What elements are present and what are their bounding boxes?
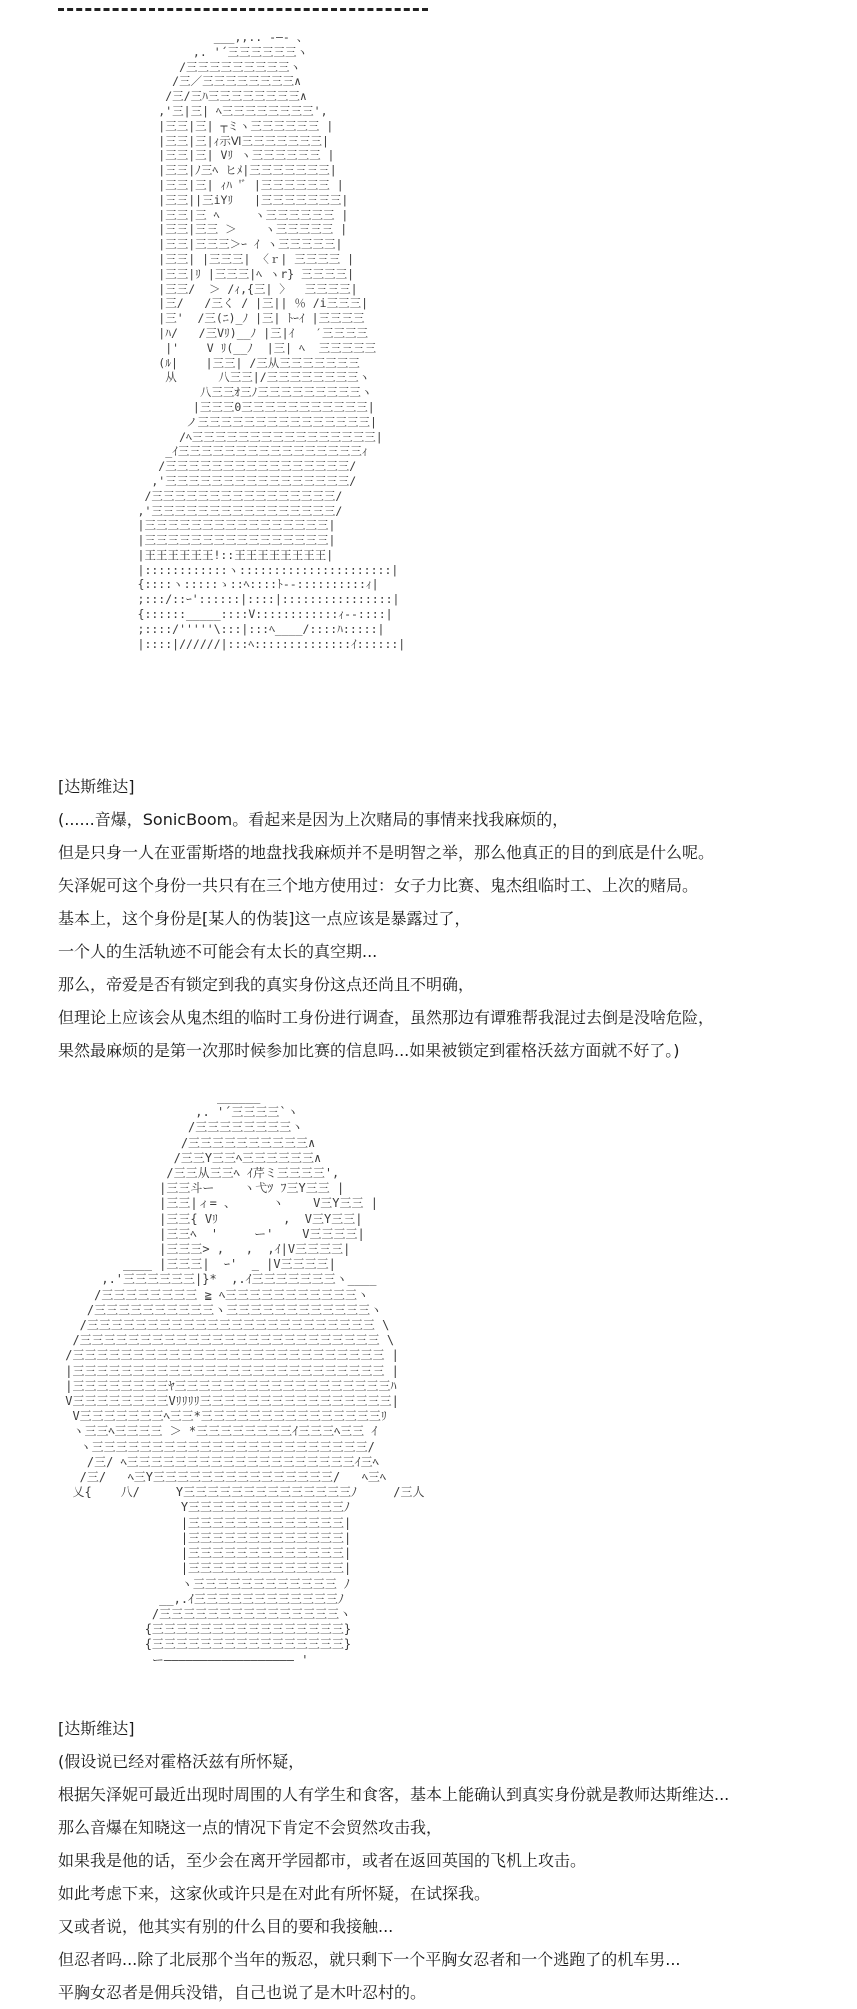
speaker-label: [达斯维达] bbox=[58, 1719, 135, 1738]
dialogue-line: 那么，帝爱是否有锁定到我的真实身份这点还尚且不明确， bbox=[58, 975, 475, 994]
ascii-art-character-2: ______ ,. '´三三三三`ヽ /三三三三三三三三ヽ /三三三三三三三三三三∧ /三三Y三三ﾍ三三三三三三∧ /三三从三三ﾍ ｲ芹ミ三三三三', |三三斗ー ヽ弋ﾂ ﾌ三Y三三 | |三三|ィ= 、 ヽ V三Y三三 | |三三{ Vﾘ , V三Y三三| |三三ﾍ ' ー' V三三三三| |三三三> , , ,ｲ|V三三三三| ____ |三三三| ｰ' _ |V三三三三| ,.'三三三三三三|}* ,.ｲ三三三三三三三ヽ____ /三三三三三三三三 ≧ ﾍ三三三三三三三三三三三ヽ /三三三三三三三三三三ヽ三三三三三三三三三三三三ヽ /三三三三三三三三三三三三三三三三三三三三三三三三 \ /三三三三三三三三三三三三三三三三三三三三三三三三三 \ /三三三三三三三三三三三三三三三三三三三三三三三三三三 | |三三三三三三三三三三三三三三三三三三三三三三三三三三 | |三三三三三三三三ﾔ三三三三三三三三三三三三三三三三三三ﾊ V三三三三三三三三Vﾘﾘﾘﾘ三三三三三三三三三三三三三三三三| V三三三三三三三ﾍ三三*三三三三三三三三三三三三三三三ﾘ ヽ三三ﾍ三三三三 ＞ *三三三三三三三三ｲ三三三ﾍ三三 ｲ ヽ三三三三三三三三三三三三三三三三三三三三三三三/ /三/ ﾍ三三三三三三三三三三三三三三三三三三三ｲ三ﾍ /三/ ﾍ三Y三三三三三三三三三三三三三三三/ ﾍ三ﾍ 乂{ 八/ Y三三三三三三三三三三三三三三ﾉ /三人 Y三三三三三三三三三三三三三ﾉ |三三三三三三三三三三三三三| |三三三三三三三三三三三三三| |三三三三三三三三三三三三三| |三三三三三三三三三三三三三| ヽ三三三三三三三三三三三三 ﾉ __,.ｲ三三三三三三三三三三三三ﾉ /三三三三三三三三三三三三三三三ヽ {三三三三三三三三三三三三三三三三} {三三三三三三三三三三三三三三三三} ー―――――――――――――――――― ' bbox=[65, 1090, 425, 1667]
dialogue-line: 果然最麻烦的是第一次那时候参加比赛的信息吗...如果被锁定到霍格沃兹方面就不好了。) bbox=[58, 1041, 680, 1060]
dialogue-line: 基本上，这个身份是[某人的伪装]这一点应该是暴露过了， bbox=[58, 909, 471, 928]
dialogue-line: 根据矢泽妮可最近出现时周围的人有学生和食客，基本上能确认到真实身份就是教师达斯维达... bbox=[58, 1785, 730, 1804]
separator-rule bbox=[58, 8, 428, 11]
dialogue-line: 那么音爆在知晓这一点的情况下肯定不会贸然攻击我， bbox=[58, 1818, 443, 1837]
dialogue-line: 如此考虑下来，这家伙或许只是在对此有所怀疑，在试探我。 bbox=[58, 1884, 491, 1903]
dialogue-line: 但理论上应该会从鬼杰组的临时工身份进行调查，虽然那边有谭雅帮我混过去倒是没啥危险， bbox=[58, 1008, 715, 1027]
dialogue-line: 但忍者吗...除了北辰那个当年的叛忍，就只剩下一个平胸女忍者和一个逃跑了的机车男... bbox=[58, 1950, 681, 1969]
dialogue-line: (假设说已经对霍格沃兹有所怀疑， bbox=[58, 1752, 305, 1771]
dialogue-line: (......音爆，SonicBoom。看起来是因为上次赌局的事情来找我麻烦的， bbox=[58, 810, 569, 829]
dialogue-line: 一个人的生活轨迹不可能会有太长的真空期... bbox=[58, 942, 378, 961]
dialogue-line: 平胸女忍者是佣兵没错，自己也说了是木叶忍村的。 bbox=[58, 1983, 427, 2002]
dialogue-line: 如果我是他的话，至少会在离开学园都市，或者在返回英国的飞机上攻击。 bbox=[58, 1851, 587, 1870]
dialogue-block-2 bbox=[58, 1712, 848, 2009]
dialogue-line: 但是只身一人在亚雷斯塔的地盘找我麻烦并不是明智之举，那么他真正的目的到底是什么呢。 bbox=[58, 843, 715, 862]
dialogue-line: 又或者说，他其实有别的什么目的要和我接触... bbox=[58, 1917, 394, 1936]
dialogue-block-1 bbox=[58, 770, 848, 1067]
dialogue-line: 矢泽妮可这个身份一共只有在三个地方使用过：女子力比赛、鬼杰组临时工、上次的赌局。 bbox=[58, 876, 699, 895]
speaker-label: [达斯维达] bbox=[58, 777, 135, 796]
ascii-art-character-1: ___,,.. -―- 、 ,. '´三三三三三三ヽ /三三三三三三三三三ヽ /三／三三三三三三三三∧ /三/三ﾊ三三三三三三三三∧ ,'三|三| ﾍ三三三三三三三三', |三三|三| ┬ミヽ三三三三三三 | |三三|三|ｨ示Ⅵ三三三三三三三| |三三|三| Vﾘ ヽ三三三三三三 | |三三|ﾉ三ﾍ ヒﾒ|三三三三三三三| |三三|三| ｨﾊ 'ﾞ |三三三三三三 | |三三||三iYﾘ |三三三三三三三| |三三|三 ﾍ ヽ三三三三三三 | |三三|三三 ＞ ヽ三三三三三 | |三三|三三三＞ｰ ｲ ヽ三三三三三| |三三| |三三三| 〈ｒ| 三三三三 | |三三|ﾘ |三三三|ﾍ ヽr} 三三三三| |三三/ ＞ /ｨ,{三| 〉 三三三三| |三/ /三く / |三|| ％ /i三三三| |三' /三(ﾆ)_ﾉ |三| ﾄｰｲ |三三三三 |ﾊ/ /三Vﾘ)__ﾉ |三|ｲ ′三三三三 |' V ﾘ(__ﾉ |三| ﾍ 三三三三三 (ﾙ| |三三| /三从三三三三三三三 从 八三三|/三三三三三三三三ヽ 八三三ｵ三ﾉ三三三三三三三三三ヽ |三三三0三三三三三三三三三三三| ノ三三三三三三三三三三三三三三三| /ﾍ三三三三三三三三三三三三三三三三| _ｲ三三三三三三三三三三三三三三三三ｨ /三三三三三三三三三三三三三三三三/ ,'三三三三三三三三三三三三三三三三/ /三三三三三三三三三三三三三三三三/ ,'三三三三三三三三三三三三三三三三/ |三三三三三三三三三三三三三三三三| |三三三三三三三三三三三三三三三三| |王王王王王王!::王王王王王王王王| |::::::::::::ヽ::::::::::::::::::::::| {::::ヽ:::::ゝ::ﾍ::::ﾄ--::::::::::ｨ| ;:::/::ｰ'::::::|::::|::::::::::::::::| {::::::_____::::V::::::::::::ｨ--::::| ;::::/'''''\:::|:::ﾍ____/::::ﾊ:::::| |::::|//////|:::ﾍ::::::::::::::ｲ::::::| bbox=[137, 30, 406, 651]
